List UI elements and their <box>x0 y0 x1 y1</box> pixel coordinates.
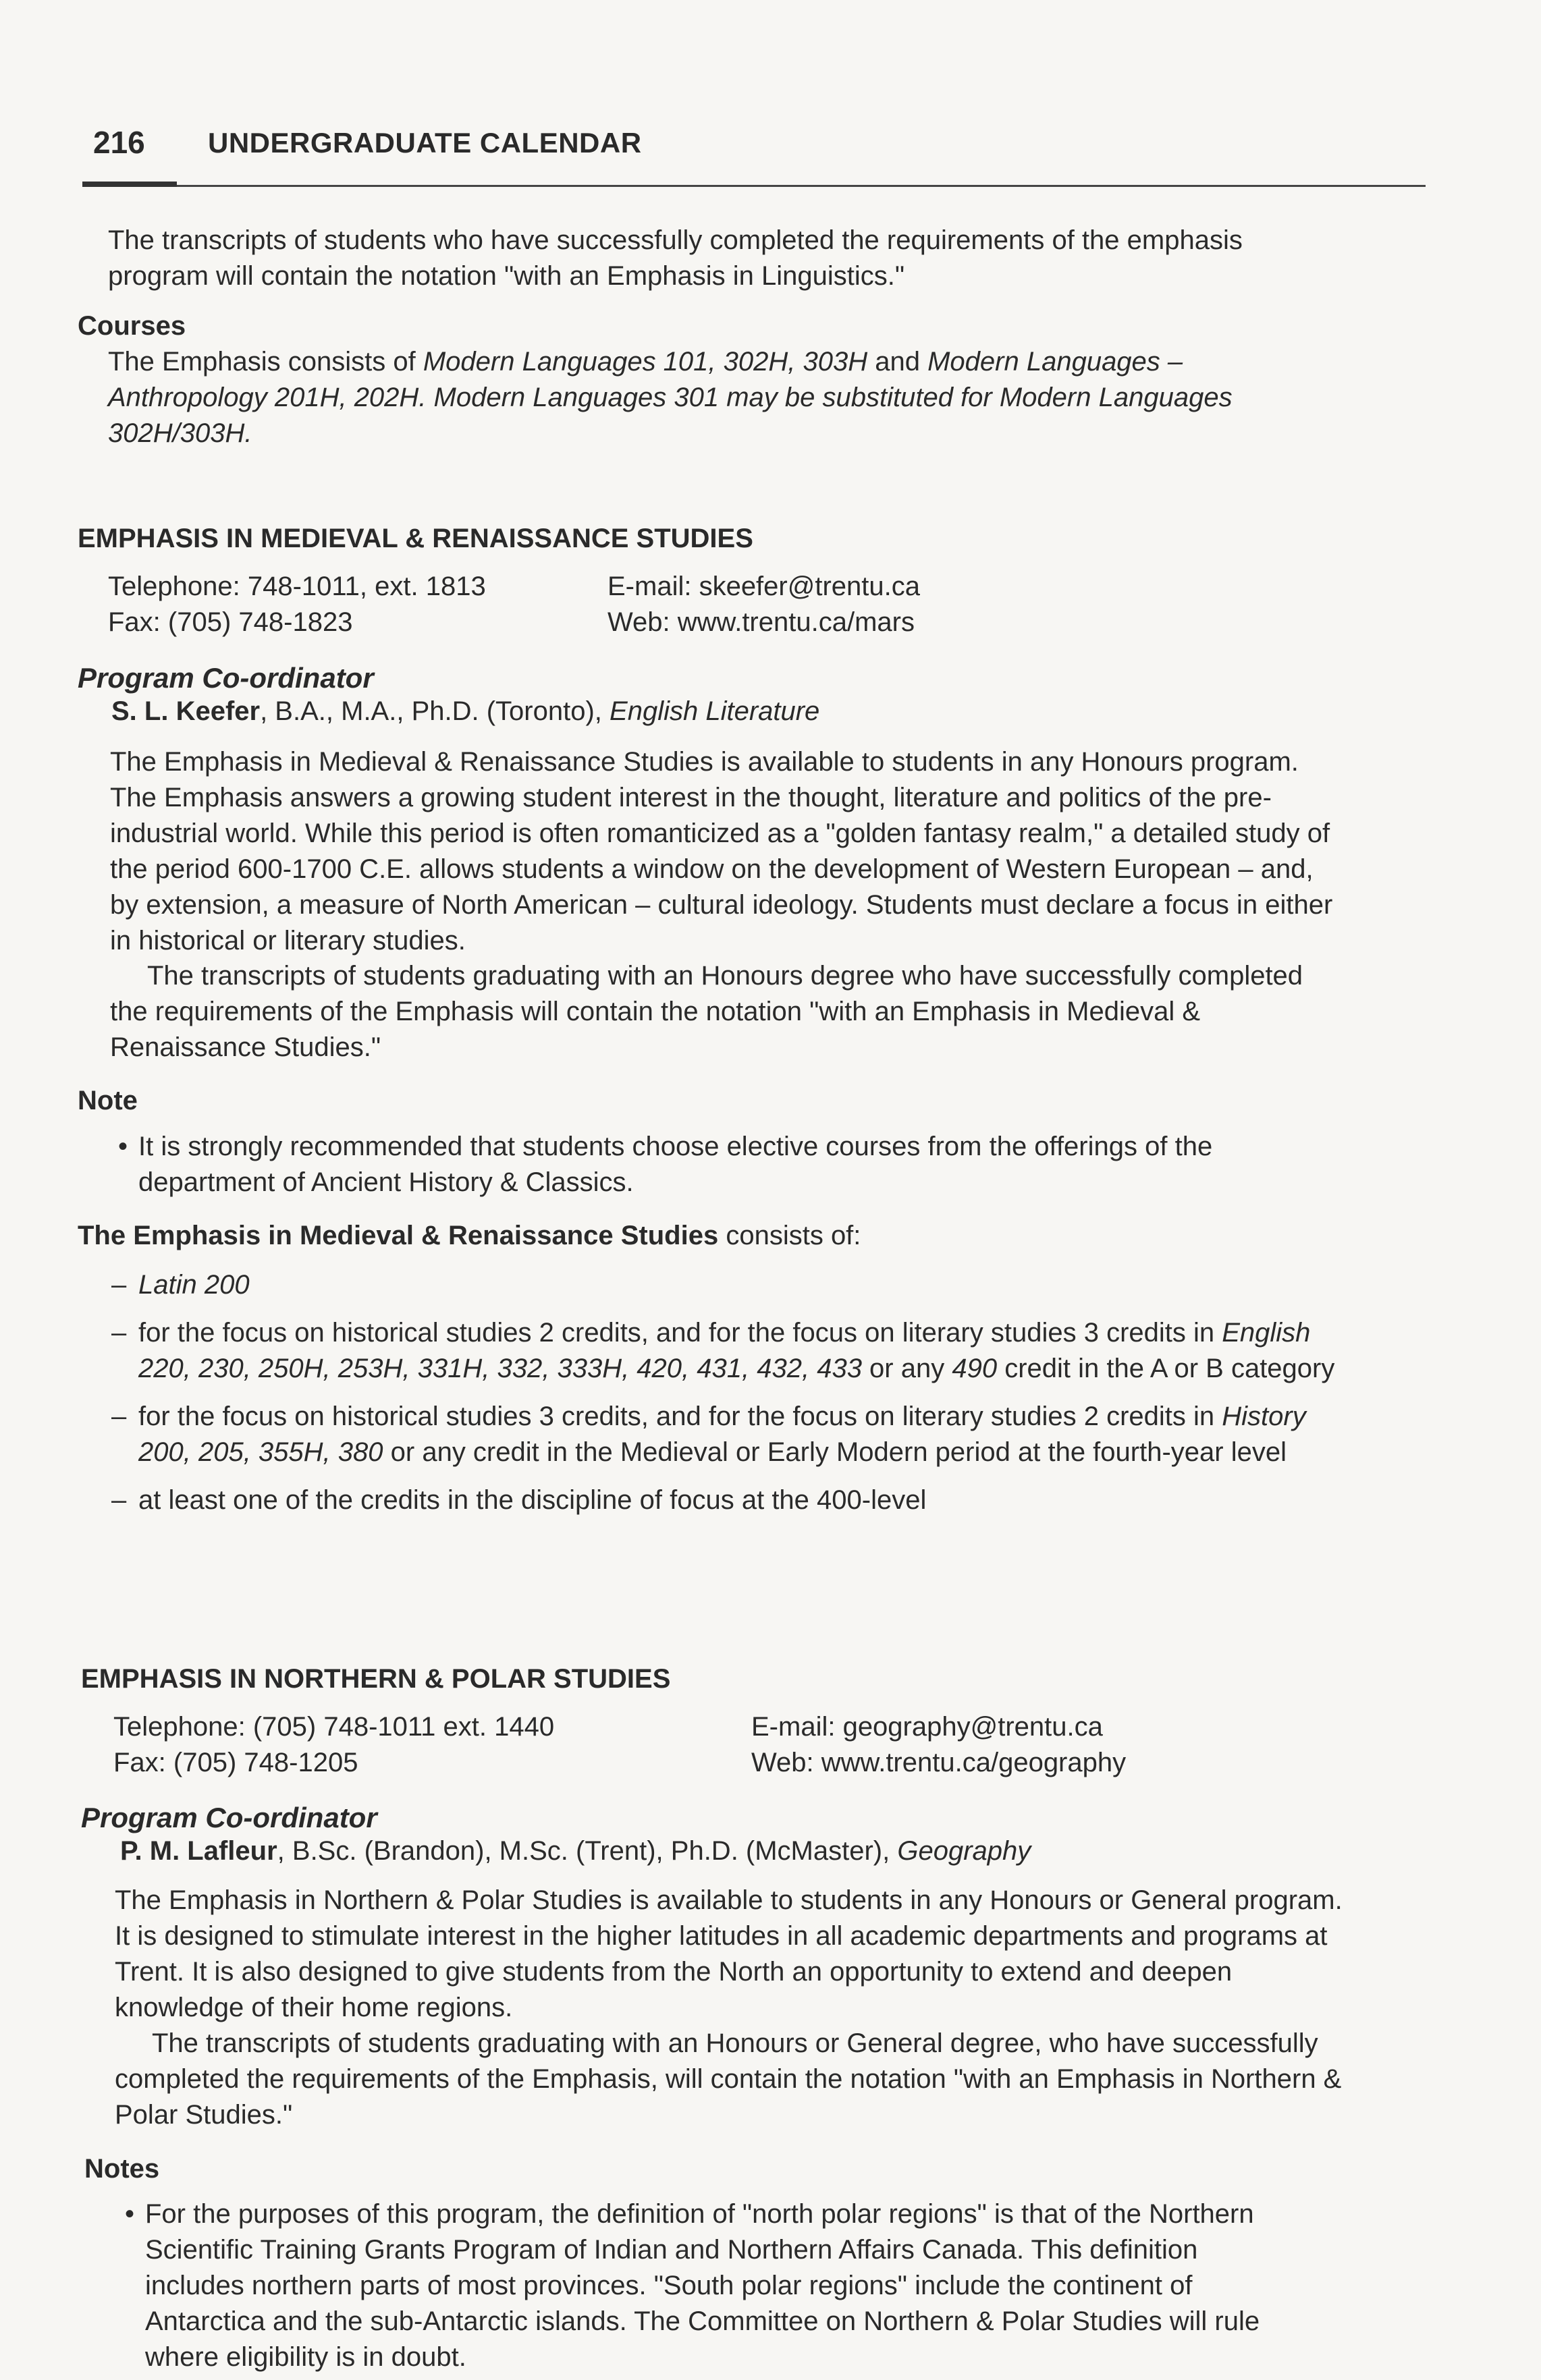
coordinator-name: S. L. Keefer <box>111 696 261 726</box>
medieval-coordinator: S. L. Keefer, B.A., M.A., Ph.D. (Toronto), English Literature <box>111 696 820 726</box>
medieval-email: E-mail: skeefer@trentu.ca <box>607 572 920 601</box>
header-title: UNDERGRADUATE CALENDAR <box>208 127 642 159</box>
list-item: – for the focus on historical studies 3 credits, and for the focus on literary studies 2 credits in History 200, 205, 355H, 380 or any credit in the Medieval or Early Modern period at the fourth-year level <box>108 1399 1336 1470</box>
medieval-note <box>108 1129 1296 1200</box>
page-number: 216 <box>93 125 145 160</box>
courses-text: The Emphasis consists of Modern Languages 101, 302H, 303H and Modern Languages – Anthropology 201H, 202H. Modern Languages 301 may be substituted for Modern Languages 302H/303H. <box>108 347 1233 448</box>
northern-coordinator-heading: Program Co-ordinator <box>81 1802 377 1833</box>
northern-para-1: The Emphasis in Northern & Polar Studies is available to students in any Honours or General program. It is designed to stimulate interest in the higher latitudes in all academic departments and programs at Trent. It is also designed to give students from the North an opportunity to extend and deepen knowledge of their home regions. <box>115 1885 1343 2022</box>
northern-heading: EMPHASIS IN NORTHERN & POLAR STUDIES <box>81 1664 671 1694</box>
list-item: – at least one of the credits in the discipline of focus at the 400-level <box>108 1483 1336 1518</box>
northern-coordinator: P. M. Lafleur, B.Sc. (Brandon), M.Sc. (Trent), Ph.D. (McMaster), Geography <box>120 1836 1031 1866</box>
note-bullet-item: • For the purposes of this program, the definition of "north polar regions" is that of the Northern Scientific Training Grants Program of Indian and Northern Affairs Canada. This definition includes northern parts of most provinces. "South polar regions" include the continent of Antarctica and the sub-Antarctic islands. The Committee on Northern & Polar Studies will rule where eligibility is in doubt. <box>115 2196 1303 2375</box>
medieval-para-2: The transcripts of students graduating with an Honours degree who have successfully completed the requirements of the Emphasis will contain the notation "with an Emphasis in Medieval & Renaissance Studies." <box>110 961 1303 1062</box>
medieval-contact <box>108 569 1188 640</box>
page-header <box>82 125 1338 186</box>
northern-notes-heading: Notes <box>84 2154 160 2184</box>
medieval-fax: Fax: (705) 748-1823 <box>108 607 353 637</box>
medieval-web: Web: www.trentu.ca/mars <box>607 607 915 637</box>
medieval-note-heading: Note <box>78 1086 138 1115</box>
note-bullet-item: • It is strongly recommended that students choose elective courses from the offerings of the department of Ancient History & Classics. <box>108 1129 1296 1200</box>
medieval-para-1: The Emphasis in Medieval & Renaissance Studies is available to students in any Honours program. The Emphasis answers a growing student interest in the thought, literature and politics of the pre-industrial world. While this period is often romanticized as a "golden fantasy realm," a detailed study of the period 600-1700 C.E. allows students a window on the development of Western European – and, by extension, a measure of North American – cultural ideology. Students must declare a focus in either in historical or literary studies. <box>110 747 1333 956</box>
northern-email: E-mail: geography@trentu.ca <box>751 1712 1103 1742</box>
medieval-telephone: Telephone: 748-1011, ext. 1813 <box>108 572 486 601</box>
courses-heading: Courses <box>78 311 186 341</box>
medieval-coordinator-heading: Program Co-ordinator <box>78 662 374 694</box>
medieval-heading: EMPHASIS IN MEDIEVAL & RENAISSANCE STUDIES <box>78 524 753 553</box>
northern-para-2: The transcripts of students graduating with an Honours or General degree, who have successfully completed the requirements of the Emphasis, will contain the notation "with an Emphasis in Northern & Polar Studies." <box>115 2028 1342 2130</box>
header-rule-accent <box>82 182 177 187</box>
list-item: – Latin 200 <box>108 1267 1336 1303</box>
northern-contact <box>113 1709 1261 1781</box>
list-item: – for the focus on historical studies 2 credits, and for the focus on literary studies 3 credits in English 220, 230, 250H, 253H, 331H, 332, 333H, 420, 431, 432, 433 or any 490 credit in the A or B category <box>108 1315 1336 1387</box>
medieval-consists: The Emphasis in Medieval & Renaissance Studies consists of: <box>78 1221 861 1250</box>
northern-fax: Fax: (705) 748-1205 <box>113 1748 358 1777</box>
header-rule <box>177 185 1426 187</box>
northern-web: Web: www.trentu.ca/geography <box>751 1748 1127 1777</box>
medieval-requirements-list <box>108 1267 1336 1530</box>
linguistics-transcript-para: The transcripts of students who have successfully completed the requirements of the emphasis program will contain the notation "with an Emphasis in Linguistics." <box>108 225 1243 291</box>
northern-notes <box>115 2196 1303 2375</box>
northern-telephone: Telephone: (705) 748-1011 ext. 1440 <box>113 1712 555 1742</box>
coordinator-name: P. M. Lafleur <box>120 1836 277 1866</box>
